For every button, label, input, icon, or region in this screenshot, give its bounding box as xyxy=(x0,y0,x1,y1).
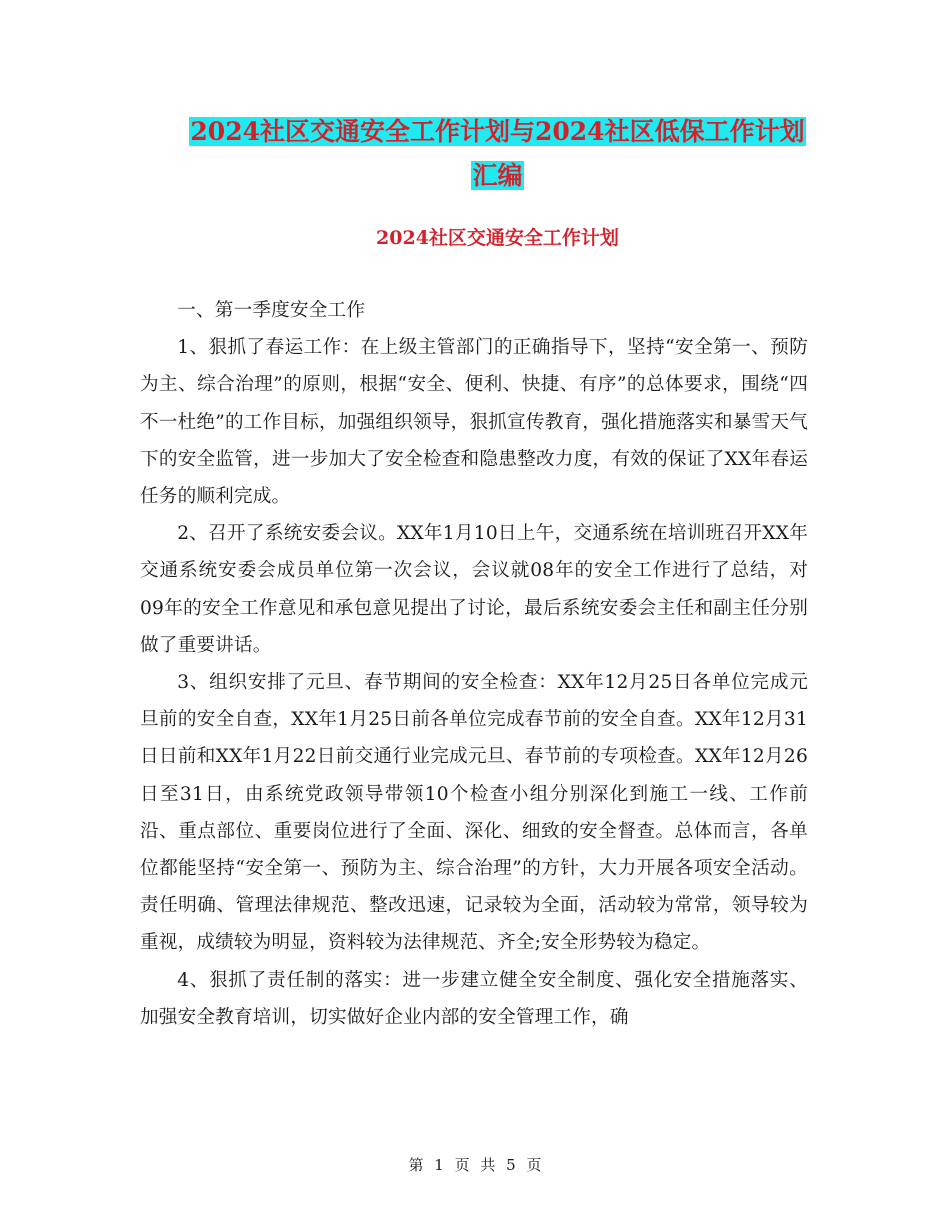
paragraph: 2、召开了系统安委会议。XX年1月10日上午，交通系统在培训班召开XX年交通系统安委会成员单位第一次会议，会议就08年的安全工作进行了总结，对09年的安全工作意见和承包意见提出了讨论，最后系统安委会主任和副主任分别做了重要讲话。 xyxy=(140,523,808,656)
paragraph: 3、组织安排了元旦、春节期间的安全检查：XX年12月25日各单位完成元旦前的安全自查，XX年1月25日前各单位完成春节前的安全自查。XX年12月31日日前和XX年1月22日前交通行业完成元旦、春节前的专项检查。XX年12月26日至31日，由系统党政领导带领10个检查小组分别深化到施工一线、工作前沿、重点部位、重要岗位进行了全面、深化、细致的安全督查。总体而言，各单位都能坚持“安全第一、预防为主、综合治理”的方针，大力开展各项安全活动。责任明确、管理法律规范、整改迅速，记录较为全面，活动较为常常，领导较为重视，成绩较为明显，资料较为法律规范、齐全;安全形势较为稳定。 xyxy=(140,672,808,954)
paragraph: 4、狠抓了责任制的落实：进一步建立健全安全制度、强化安全措施落实、加强安全教育培训，切实做好企业内部的安全管理工作，确 xyxy=(140,969,808,1028)
section-title: 2024社区交通安全工作计划 xyxy=(376,227,619,249)
page-number-footer: 第 1 页 共 5 页 xyxy=(408,1156,542,1174)
document-title xyxy=(140,110,855,198)
document-title-line1: 2024社区交通安全工作计划与2024社区低保工作计划 xyxy=(190,117,805,146)
paragraph: 1、狠抓了春运工作：在上级主管部门的正确指导下，坚持“安全第一、预防为主、综合治理”的原则，根据“安全、便利、快捷、有序”的总体要求，围绕“四不一杜绝”的工作目标，加强组织领导，狠抓宣传教育，强化措施落实和暴雪天气下的安全监管，进一步加大了安全检查和隐患整改力度，有效的保证了XX年春运任务的顺利完成。 xyxy=(140,337,808,508)
document-body xyxy=(140,292,808,1036)
paragraph-heading: 一、第一季度安全工作 xyxy=(177,300,366,321)
document-title-line2: 汇编 xyxy=(472,161,523,190)
